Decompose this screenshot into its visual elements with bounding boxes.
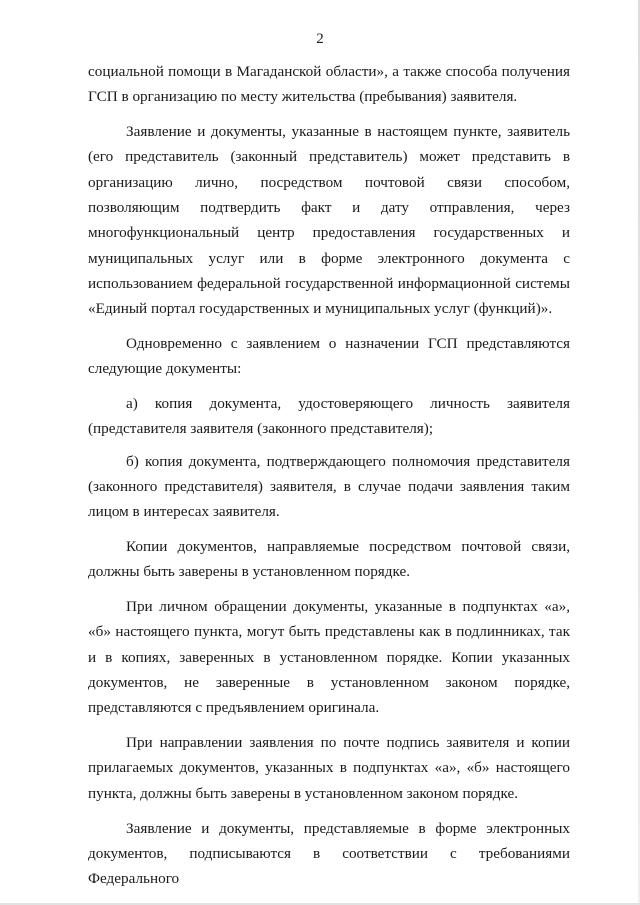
paragraph-9: Заявление и документы, представляемые в форме электронных документов, подписываются в соответствии с требованиями Федерального xyxy=(88,819,570,888)
paragraph-6: Копии документов, направляемые посредством почтовой связи, должны быть заверены в установленном порядке. xyxy=(88,538,570,581)
paragraph-8: При направлении заявления по почте подпись заявителя и копии прилагаемых документов, указанных в подпунктах «а», «б» настоящего пункта, должны быть заверены в установленном законом порядке. xyxy=(88,734,570,802)
document-body xyxy=(88,59,570,891)
paragraph-7: При личном обращении документы, указанные в подпунктах «а», «б» настоящего пункта, могут быть представлены как в подлинниках, так и в копиях, заверенных в установленном порядке. Копии указанных документов, не заверенные в установленном законом порядке, представляются с предъявлением оригинала. xyxy=(88,598,570,717)
paragraph-3: Одновременно с заявлением о назначении ГСП представляются следующие документы: xyxy=(88,334,570,378)
list-item-a: а) копия документа, удостоверяющего личность заявителя (представителя заявителя (законного представителя); xyxy=(88,395,570,438)
page-number: 2 xyxy=(316,31,324,47)
list-item-b: б) копия документа, подтверждающего полномочия представителя (законного представителя) заявителя, в случае подачи заявления таким лицом в интересах заявителя. xyxy=(88,452,570,521)
paragraph-1: социальной помощи в Магаданской области», а также способа получения ГСП в организацию по месту жительства (пребывания) заявителя. xyxy=(88,63,570,106)
paragraph-2: Заявление и документы, указанные в настоящем пункте, заявитель (его представитель (законный представитель) может представить в организацию лично, посредством почтовой связи способом, позволяющим подтвердить факт и дату отправления, через многофункциональный центр предоставления государственных и муниципальных услуг или в форме электронного документа с использованием федеральной государственной информационной системы «Единый портал государственных и муниципальных услуг (функций)». xyxy=(88,123,570,318)
